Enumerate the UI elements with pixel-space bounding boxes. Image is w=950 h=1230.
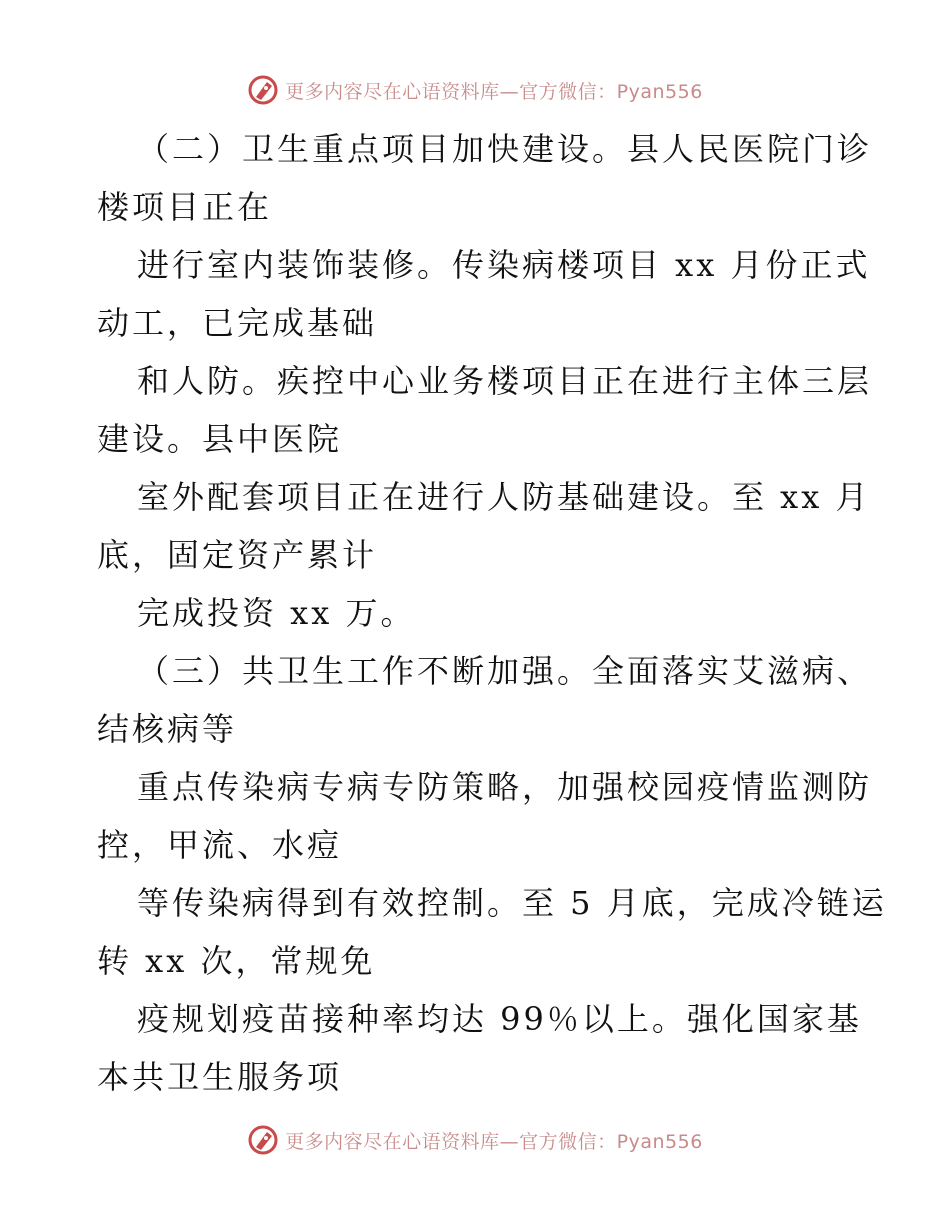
pen-nib-logo-icon — [247, 74, 279, 106]
text-line: 室外配套项目正在进行人防基础建设。至 xx 月 — [137, 478, 871, 516]
header-watermark — [0, 72, 950, 108]
text-line: 等传染病得到有效控制。至 5 月底，完成冷链运 — [137, 884, 887, 922]
watermark-text: 更多内容尽在心语资料库—官方微信：Pyan556 — [285, 80, 703, 103]
text-line: 完成投资 xx 万。 — [137, 594, 416, 632]
text-line: 转 xx 次，常规免 — [97, 942, 376, 980]
text-line: 重点传染病专病专防策略，加强校园疫情监测防 — [137, 768, 873, 806]
text-line: 和人防。疾控中心业务楼项目正在进行主体三层 — [137, 362, 873, 400]
text-line: 底，固定资产累计 — [97, 536, 378, 574]
text-line: （三）共卫生工作不断加强。全面落实艾滋病、 — [137, 652, 873, 690]
text-line: 楼项目正在 — [97, 188, 273, 226]
text-line: 疫规划疫苗接种率均达 99％以上。强化国家基 — [137, 1000, 862, 1038]
text-line: 结核病等 — [97, 710, 238, 748]
text-line: 进行室内装饰装修。传染病楼项目 xx 月份正式 — [137, 246, 871, 284]
text-line: 控，甲流、水痘 — [97, 826, 343, 864]
pen-nib-logo-icon — [247, 1124, 279, 1156]
text-line: （二）卫生重点项目加快建设。县人民医院门诊 — [137, 130, 873, 168]
text-line: 建设。县中医院 — [97, 420, 343, 458]
document-body — [97, 120, 887, 1106]
text-line: 动工，已完成基础 — [97, 304, 378, 342]
footer-watermark — [0, 1122, 950, 1158]
watermark-text: 更多内容尽在心语资料库—官方微信：Pyan556 — [285, 1130, 703, 1153]
text-line: 本共卫生服务项 — [97, 1058, 343, 1096]
